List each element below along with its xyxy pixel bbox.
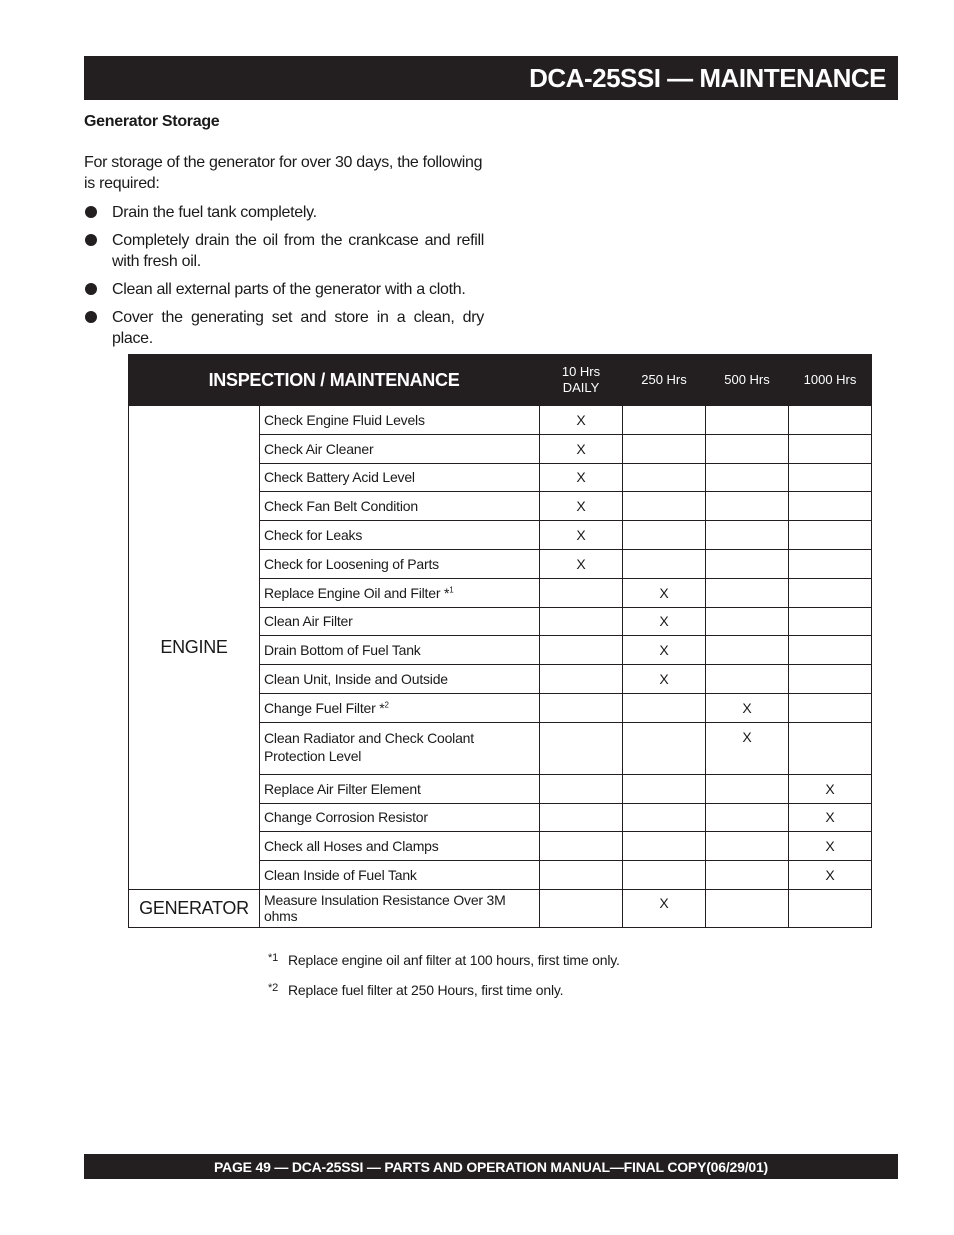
interval-mark: X bbox=[789, 774, 872, 803]
interval-mark bbox=[706, 803, 789, 832]
interval-header: 10 Hrs DAILY bbox=[540, 355, 623, 406]
bullet-text: Clean all external parts of the generator with a cloth. bbox=[112, 281, 466, 298]
interval-mark: X bbox=[623, 665, 706, 694]
page-header bbox=[84, 56, 898, 100]
interval-mark bbox=[706, 636, 789, 665]
bullet-text: Completely drain the oil from the crankcase and refill with fresh oil. bbox=[112, 232, 484, 270]
task-label: Clean Radiator and Check Coolant Protection Level bbox=[264, 729, 474, 764]
interval-mark bbox=[623, 463, 706, 492]
interval-mark: X bbox=[540, 463, 623, 492]
task-label: Check for Leaks bbox=[264, 527, 363, 544]
interval-mark: X bbox=[789, 803, 872, 832]
interval-mark bbox=[706, 549, 789, 578]
interval-mark bbox=[789, 434, 872, 463]
interval-mark bbox=[623, 492, 706, 521]
task-label: Drain Bottom of Fuel Tank bbox=[264, 642, 421, 659]
task-label: Check Air Cleaner bbox=[264, 440, 374, 457]
page-title: DCA-25SSI — MAINTENANCE bbox=[529, 62, 886, 93]
interval-mark bbox=[706, 406, 789, 435]
intro-text: For storage of the generator for over 30 days, the following is required: bbox=[84, 154, 483, 192]
task-label: Clean Inside of Fuel Tank bbox=[264, 867, 417, 884]
task-label: Check for Loosening of Parts bbox=[264, 555, 439, 572]
interval-mark: X bbox=[623, 578, 706, 607]
bullet-item bbox=[84, 202, 484, 223]
footnote bbox=[268, 952, 620, 982]
maintenance-table bbox=[128, 354, 872, 928]
interval-mark bbox=[540, 607, 623, 636]
task-cell bbox=[260, 521, 540, 550]
table-row bbox=[129, 889, 872, 927]
interval-mark bbox=[706, 889, 789, 927]
interval-mark bbox=[540, 636, 623, 665]
table-body bbox=[129, 406, 872, 928]
interval-mark bbox=[540, 861, 623, 890]
interval-header: 1000 Hrs bbox=[789, 355, 872, 406]
task-label: Replace Engine Oil and Filter * bbox=[264, 584, 450, 601]
interval-mark bbox=[540, 803, 623, 832]
interval-mark bbox=[706, 774, 789, 803]
interval-mark: X bbox=[540, 521, 623, 550]
table-row bbox=[129, 406, 872, 435]
task-label: Replace Air Filter Element bbox=[264, 780, 421, 797]
bullet-icon bbox=[85, 206, 97, 218]
footnote-text: Replace engine oil anf filter at 100 hours, first time only. bbox=[288, 952, 620, 968]
interval-mark bbox=[706, 665, 789, 694]
interval-mark bbox=[789, 578, 872, 607]
interval-mark bbox=[789, 406, 872, 435]
bullet-item bbox=[84, 307, 484, 349]
page-footer bbox=[84, 1154, 898, 1179]
footnote-ref: 1 bbox=[449, 585, 454, 595]
interval-mark: X bbox=[540, 492, 623, 521]
task-cell bbox=[260, 549, 540, 578]
task-cell bbox=[260, 693, 540, 722]
bullet-item bbox=[84, 279, 484, 300]
interval-mark bbox=[789, 549, 872, 578]
interval-mark bbox=[540, 889, 623, 927]
bullet-text: Cover the generating set and store in a clean, dry place. bbox=[112, 309, 484, 347]
interval-mark bbox=[623, 521, 706, 550]
interval-mark bbox=[623, 774, 706, 803]
interval-mark bbox=[789, 521, 872, 550]
interval-mark bbox=[623, 434, 706, 463]
task-label: Measure Insulation Resistance Over 3M ohms bbox=[264, 892, 506, 925]
interval-mark bbox=[540, 665, 623, 694]
interval-mark: X bbox=[789, 861, 872, 890]
interval-mark: X bbox=[623, 636, 706, 665]
footnote-mark: *1 bbox=[268, 952, 278, 964]
footnotes bbox=[268, 952, 620, 1012]
interval-mark bbox=[789, 636, 872, 665]
interval-mark bbox=[623, 832, 706, 861]
interval-mark: X bbox=[623, 889, 706, 927]
task-label: Clean Air Filter bbox=[264, 613, 353, 630]
interval-mark bbox=[789, 693, 872, 722]
footer-text: PAGE 49 — DCA-25SSI — PARTS AND OPERATION MANUAL—FINAL COPY(06/29/01) bbox=[213, 1158, 769, 1175]
interval-mark bbox=[540, 693, 623, 722]
task-label: Change Fuel Filter * bbox=[264, 699, 385, 716]
interval-mark bbox=[706, 578, 789, 607]
interval-mark bbox=[789, 492, 872, 521]
table-title: INSPECTION / MAINTENANCE bbox=[129, 355, 540, 406]
interval-mark bbox=[789, 607, 872, 636]
interval-mark bbox=[540, 774, 623, 803]
interval-mark bbox=[540, 578, 623, 607]
task-cell bbox=[260, 665, 540, 694]
footnote-ref: 2 bbox=[384, 700, 389, 710]
interval-mark bbox=[540, 722, 623, 774]
interval-mark bbox=[706, 832, 789, 861]
footnote-text: Replace fuel filter at 250 Hours, first time only. bbox=[288, 982, 564, 998]
interval-mark bbox=[789, 889, 872, 927]
task-cell bbox=[260, 774, 540, 803]
group-label: ENGINE bbox=[129, 406, 260, 890]
task-label: Check Engine Fluid Levels bbox=[264, 411, 425, 428]
interval-mark bbox=[623, 549, 706, 578]
task-cell bbox=[260, 578, 540, 607]
interval-mark bbox=[623, 693, 706, 722]
footnote bbox=[268, 982, 620, 1012]
interval-mark: X bbox=[540, 549, 623, 578]
task-cell bbox=[260, 434, 540, 463]
interval-mark bbox=[706, 434, 789, 463]
task-label: Change Corrosion Resistor bbox=[264, 809, 428, 826]
footnote-mark: *2 bbox=[268, 982, 278, 994]
interval-mark bbox=[540, 832, 623, 861]
interval-mark: X bbox=[540, 406, 623, 435]
task-cell bbox=[260, 463, 540, 492]
storage-bullet-list bbox=[84, 202, 484, 356]
interval-mark bbox=[623, 406, 706, 435]
task-cell bbox=[260, 607, 540, 636]
interval-mark: X bbox=[623, 607, 706, 636]
task-label: Check Battery Acid Level bbox=[264, 469, 415, 486]
task-cell bbox=[260, 889, 540, 927]
interval-mark bbox=[789, 463, 872, 492]
task-cell bbox=[260, 803, 540, 832]
interval-mark bbox=[706, 492, 789, 521]
section-title: Generator Storage bbox=[84, 113, 220, 130]
interval-mark bbox=[623, 861, 706, 890]
bullet-text: Drain the fuel tank completely. bbox=[112, 204, 317, 221]
task-cell bbox=[260, 406, 540, 435]
task-cell bbox=[260, 832, 540, 861]
interval-mark: X bbox=[789, 832, 872, 861]
task-cell bbox=[260, 861, 540, 890]
bullet-icon bbox=[85, 283, 97, 295]
interval-mark bbox=[706, 521, 789, 550]
interval-mark bbox=[706, 607, 789, 636]
interval-mark bbox=[623, 722, 706, 774]
task-cell bbox=[260, 492, 540, 521]
interval-header: 250 Hrs bbox=[623, 355, 706, 406]
bullet-item bbox=[84, 230, 484, 272]
interval-mark: X bbox=[540, 434, 623, 463]
group-label: GENERATOR bbox=[129, 889, 260, 927]
interval-mark bbox=[789, 722, 872, 774]
bullet-icon bbox=[85, 234, 97, 246]
task-cell bbox=[260, 722, 540, 774]
task-label: Check Fan Belt Condition bbox=[264, 498, 418, 515]
interval-header: 500 Hrs bbox=[706, 355, 789, 406]
task-label: Clean Unit, Inside and Outside bbox=[264, 671, 448, 688]
interval-mark: X bbox=[706, 693, 789, 722]
interval-mark bbox=[789, 665, 872, 694]
bullet-icon bbox=[85, 311, 97, 323]
task-cell bbox=[260, 636, 540, 665]
interval-mark bbox=[623, 803, 706, 832]
interval-mark bbox=[706, 861, 789, 890]
task-label: Check all Hoses and Clamps bbox=[264, 838, 439, 855]
interval-mark: X bbox=[706, 722, 789, 774]
interval-mark bbox=[706, 463, 789, 492]
table-header-row bbox=[129, 355, 872, 406]
